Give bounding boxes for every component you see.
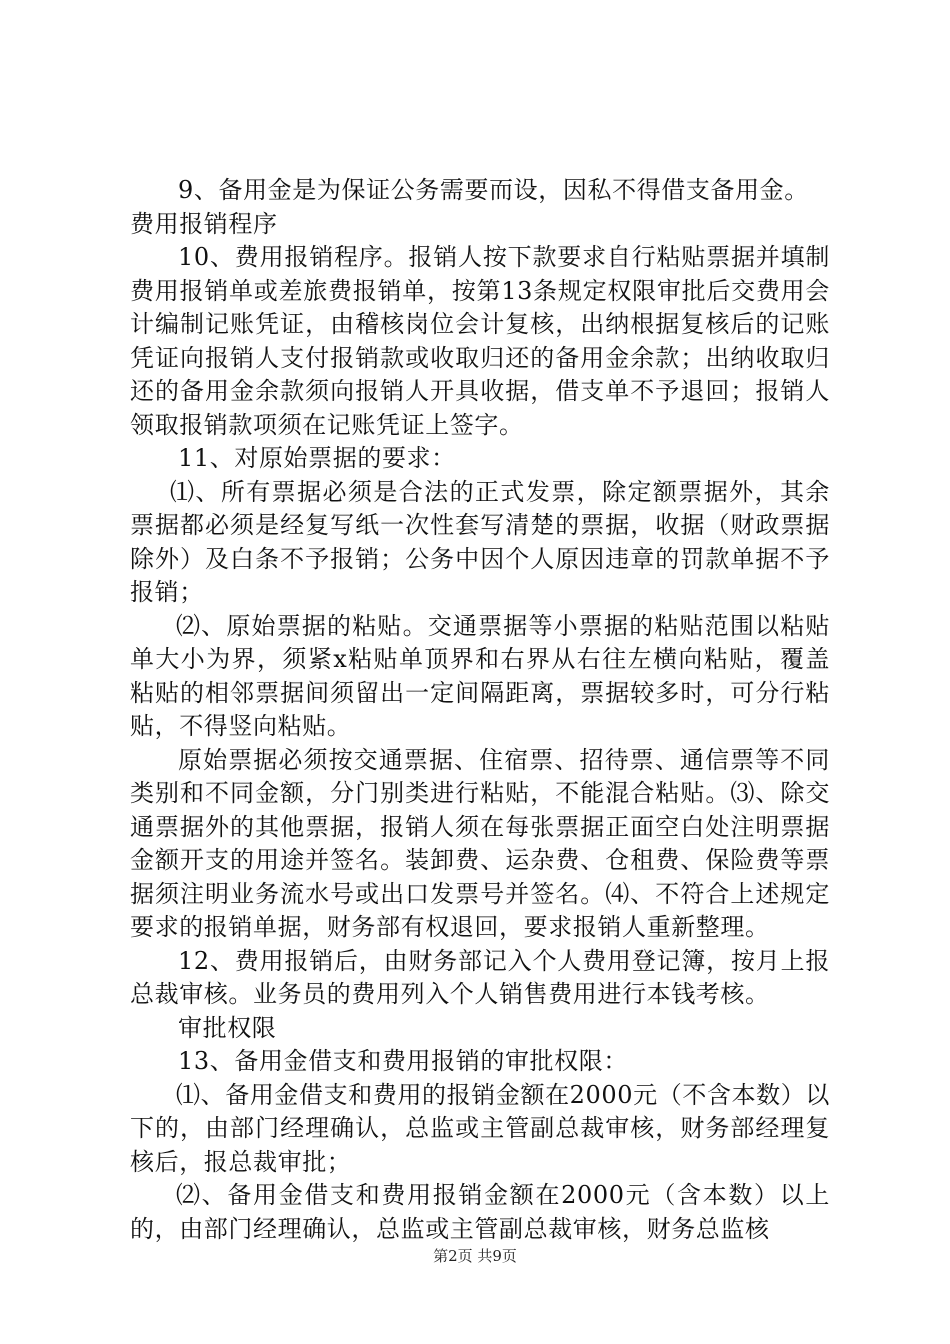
document-body bbox=[130, 174, 830, 1246]
paragraph-10: 10、费用报销程序。报销人按下款要求自行粘贴票据并填制费用报销单或差旅费报销单，按第13条规定权限审批后交费用会计编制记账凭证，由稽核岗位会计复核，出纳根据复核后的记账凭证向报销人支付报销款或收取归还的备用金余款；出纳收取归还的备用金余款须向报销人开具收据，借支单不予退回；报销人领取报销款项须在记账凭证上签字。 bbox=[130, 243, 830, 439]
page-number-footer: 第2页 共9页 bbox=[433, 1247, 517, 1265]
paragraph-13: 13、备用金借支和费用报销的审批权限： bbox=[178, 1047, 628, 1075]
paragraph-13-item-1: ⑴、备用金借支和费用的报销金额在2000元（不含本数）以下的，由部门经理确认，总监或主管副总裁审核，财务部经理复核后，报总裁审批； bbox=[130, 1080, 830, 1176]
paragraph-11-item-2-continued: 原始票据必须按交通票据、住宿票、招待票、通信票等不同类别和不同金额，分门别类进行粘贴，不能混合粘贴。⑶、除交通票据外的其他票据，报销人须在每张票据正面空白处注明票据金额开支的用途并签名。装卸费、运杂费、仓租费、保险费等票据须注明业务流水号或出口发票号并签名。⑷、不符合上述规定要求的报销单据，财务部有权退回，要求报销人重新整理。 bbox=[130, 745, 830, 941]
paragraph-11: 11、对原始票据的要求： bbox=[178, 444, 456, 472]
paragraph-13-item-2: ⑵、备用金借支和费用报销金额在2000元（含本数）以上的，由部门经理确认，总监或主管副总裁审核，财务总监核 bbox=[130, 1181, 830, 1243]
paragraph-12: 12、费用报销后，由财务部记入个人费用登记簿，按月上报总裁审核。业务员的费用列入个人销售费用进行本钱考核。 bbox=[130, 946, 830, 1008]
section-heading-expense-procedure: 费用报销程序 bbox=[130, 209, 278, 238]
paragraph-11-item-2: ⑵、原始票据的粘贴。交通票据等小票据的粘贴范围以粘贴单大小为界，须紧x粘贴单顶界和右界从右往左横向粘贴，覆盖粘贴的相邻票据间须留出一定间隔距离，票据较多时，可分行粘贴，不得竖向粘贴。 bbox=[130, 611, 830, 740]
paragraph-9: 9、备用金是为保证公务需要而设，因私不得借支备用金。 bbox=[178, 176, 809, 204]
section-heading-approval: 审批权限 bbox=[178, 1013, 277, 1042]
paragraph-11-item-1: ⑴、所有票据必须是合法的正式发票，除定额票据外，其余票据都必须是经复写纸一次性套写清楚的票据，收据（财政票据除外）及白条不予报销；公务中因个人原因违章的罚款单据不予报销； bbox=[130, 477, 830, 606]
